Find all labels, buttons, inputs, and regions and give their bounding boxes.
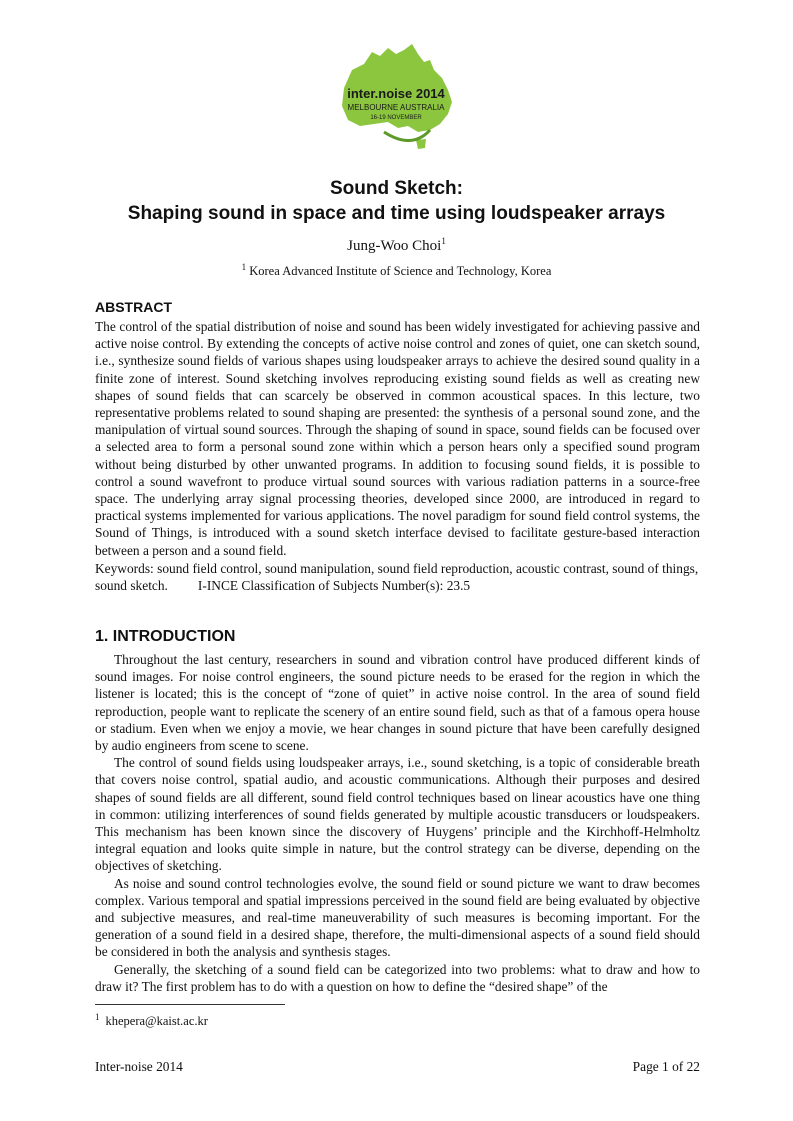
logo-line1: inter.noise 2014: [347, 86, 445, 101]
author-mark: 1: [441, 236, 446, 246]
affiliation-mark: 1: [241, 261, 247, 272]
footnote-email[interactable]: khepera@kaist.ac.kr: [105, 1014, 208, 1029]
classification-text: I-INCE Classification of Subjects Number(s): 23.5: [197, 578, 471, 594]
affiliation-text: Korea Advanced Institute of Science and Technology, Korea: [249, 264, 552, 278]
boomerang-icon: [384, 130, 430, 141]
introduction-body: [95, 651, 700, 995]
affiliation: [0, 261, 793, 279]
keywords: [95, 560, 700, 594]
logo-line2: MELBOURNE AUSTRALIA: [347, 103, 445, 112]
intro-paragraph: The control of sound fields using loudspeaker arrays, i.e., sound sketching, is a topic of considerable breath that covers noise control, spatial audio, and acoustic communications. Although their purposes and desired shapes of sound fields are all different, sound field control techniques based on linear acoustics have one thing in common: utilizing interferences of sound fields generated by multiple acoustic transducers or loudspeakers. This mechanism has been known since the discovery of Huygens’ principle and the Kirchhoff-Helmholtz integral equation and looks quite simple in nature, but the control strategy can be diverse, depending on the objectives of sketching.: [95, 755, 700, 874]
paper-title-line-2: Shaping sound in space and time using loudspeaker arrays: [127, 203, 666, 224]
logo-line3: 16-19 NOVEMBER: [370, 115, 422, 121]
intro-paragraph: As noise and sound control technologies evolve, the sound field or sound picture we want to draw becomes complex. Various temporal and spatial impressions perceived in the sound field are being evaluated by objective and subjective measures, and real-time maneuverability of such measures is becoming important. For the generation of a sound field in a desired shape, therefore, the multi-dimensional aspects of a sound field should be considered in both the analysis and synthesis stages.: [95, 875, 700, 960]
intro-paragraph: Generally, the sketching of a sound field can be categorized into two problems: what to draw and how to draw it? The first problem has to do with a question on how to define the “desired shape” of the: [95, 961, 700, 994]
abstract-heading: ABSTRACT: [95, 299, 172, 315]
footer-page-number: Page 1 of 22: [632, 1059, 700, 1074]
author-name: Jung-Woo Choi: [347, 238, 442, 254]
abstract-text: The control of the spatial distribution of noise and sound has been widely investigated for achieving passive and active noise control. By extending the concepts of active noise control and zones of quiet, one can sketch sound, i.e., synthesize sound fields of various shapes using loudspeaker arrays to achieve the desired sound quality in a finite zone of interest. Sound sketching involves reproducing existing sound fields as well as creating new shapes of sound fields that can scarcely be observed in common acoustical spaces. In this lecture, two representative problems related to sound shaping are presented: the synthesis of a personal sound zone, and the manipulation of virtual sound sources. Through the shaping of sound in space, sound fields can be focused over a selected area to form a personal sound zone within which a person hears only a specified sound program without being disturbed by other unwanted programs. In addition to focusing sound fields, it is possible to control a sound wavefront to produce virtual sound sources with various radiation patterns in a source-free space. The underlying array signal processing theories, developed since 2000, are introduced in regard to practical systems implemented for various applications. The novel paradigm for sound field control systems, the Sound of Things, is introduced with a sound sketch interface devised to facilitate gesture-based interaction between a person and a sound field.: [95, 319, 700, 558]
conference-logo: [334, 40, 458, 164]
footnote-mark: 1: [95, 1012, 100, 1022]
intro-paragraph: Throughout the last century, researchers in sound and vibration control have produced different kinds of sound images. For noise control engineers, the sound picture needs to be erased for the region in which the listener is located; this is the concept of “zone of quiet” in active noise control. In the area of sound field reproduction, people want to replicate the scenery of an entire sound field, such as that of a famous opera house or stadium. Even when we enjoy a movie, we hear changes in sound picture that have been carefully designed by audio engineers from scene to scene.: [95, 652, 700, 754]
footnote: [95, 1012, 208, 1029]
footer-conference: Inter-noise 2014: [95, 1059, 183, 1074]
paper-title-line-1: Sound Sketch:: [329, 178, 463, 199]
section-heading-introduction: 1. INTRODUCTION: [95, 628, 236, 645]
footnote-divider: [95, 1004, 285, 1005]
author: [0, 238, 793, 255]
keywords-text: Keywords: sound field control, sound manipulation, sound field reproduction, acoustic contrast, sound of things, sound sketch.: [95, 561, 699, 594]
